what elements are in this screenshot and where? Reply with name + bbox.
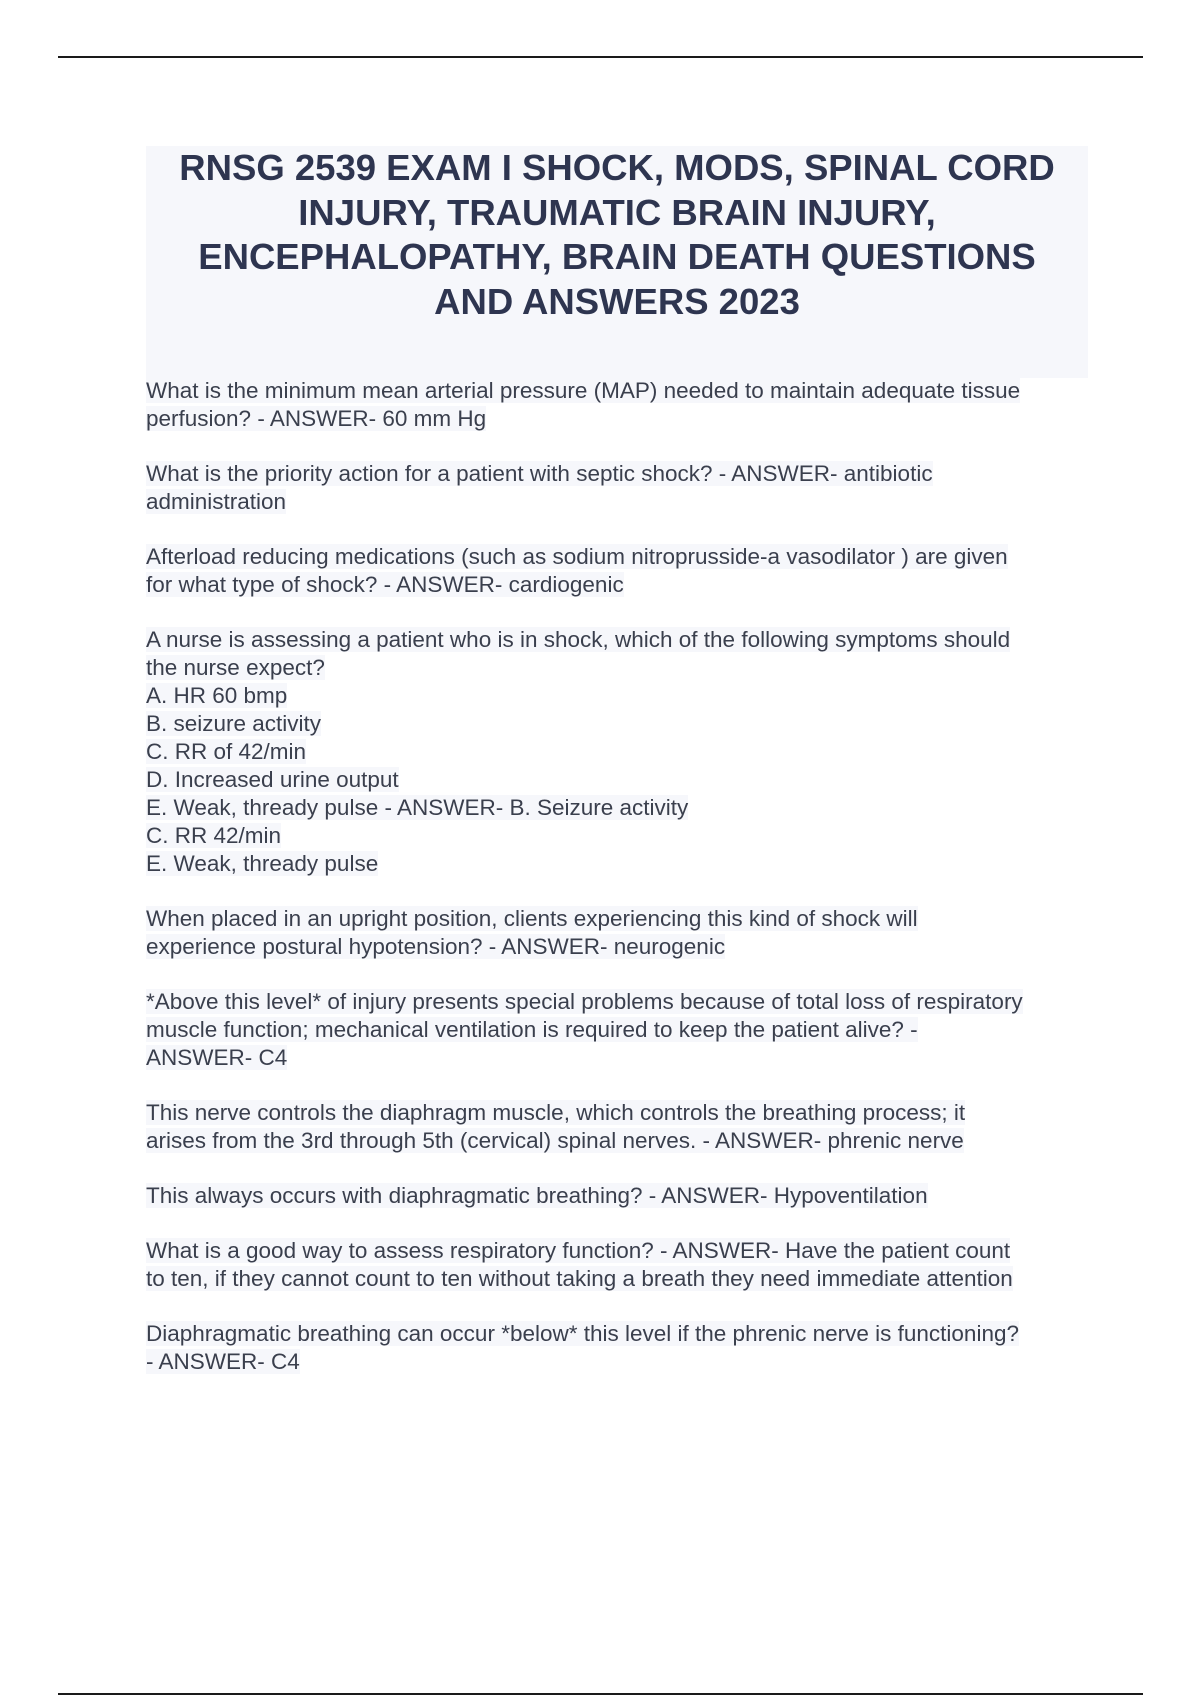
- qa-item: [146, 543, 1096, 599]
- qa-line: arises from the 3rd through 5th (cervical) spinal nerves. - ANSWER- phrenic nerve: [146, 1128, 964, 1153]
- qa-item: [146, 1182, 1096, 1210]
- qa-line: C. RR 42/min: [146, 823, 282, 848]
- title-line: INJURY, TRAUMATIC BRAIN INJURY,: [298, 191, 936, 233]
- qa-item: [146, 626, 1096, 878]
- qa-line: What is the priority action for a patient with septic shock? - ANSWER- antibiotic: [146, 461, 933, 486]
- qa-item: [146, 988, 1096, 1072]
- qa-line: Afterload reducing medications (such as sodium nitroprusside-a vasodilator ) are given: [146, 544, 1008, 569]
- qa-line: the nurse expect?: [146, 655, 325, 680]
- qa-line: When placed in an upright position, clients experiencing this kind of shock will: [146, 906, 918, 931]
- qa-line: perfusion? - ANSWER- 60 mm Hg: [146, 406, 487, 431]
- title-line: ENCEPHALOPATHY, BRAIN DEATH QUESTIONS: [198, 236, 1036, 277]
- qa-line: muscle function; mechanical ventilation is required to keep the patient alive? -: [146, 1017, 918, 1042]
- qa-item: [146, 460, 1096, 516]
- qa-line: for what type of shock? - ANSWER- cardiogenic: [146, 572, 624, 597]
- qa-line: What is the minimum mean arterial pressure (MAP) needed to maintain adequate tissue: [146, 378, 1021, 403]
- qa-line: This always occurs with diaphragmatic breathing? - ANSWER- Hypoventilation: [146, 1183, 928, 1208]
- qa-line: D. Increased urine output: [146, 767, 399, 792]
- qa-line: B. seizure activity: [146, 711, 322, 736]
- qa-item: [146, 905, 1096, 961]
- qa-line: experience postural hypotension? - ANSWER- neurogenic: [146, 934, 726, 959]
- qa-item: [146, 1099, 1096, 1155]
- qa-line: to ten, if they cannot count to ten without taking a breath they need immediate attention: [146, 1266, 1013, 1291]
- qa-line: E. Weak, thready pulse - ANSWER- B. Seizure activity: [146, 795, 689, 820]
- qa-item: [146, 1320, 1096, 1376]
- qa-list: [146, 377, 1096, 1403]
- qa-line: administration: [146, 489, 287, 514]
- qa-item: [146, 377, 1096, 433]
- title-block: [146, 146, 1088, 378]
- top-rule: [58, 56, 1143, 58]
- qa-line: What is a good way to assess respiratory function? - ANSWER- Have the patient count: [146, 1238, 1011, 1263]
- qa-line: *Above this level* of injury presents special problems because of total loss of respiratory: [146, 989, 1023, 1014]
- qa-line: This nerve controls the diaphragm muscle, which controls the breathing process; it: [146, 1100, 966, 1125]
- title-line: RNSG 2539 EXAM I SHOCK, MODS, SPINAL CORD: [179, 147, 1055, 188]
- qa-line: A nurse is assessing a patient who is in shock, which of the following symptoms should: [146, 627, 1011, 652]
- qa-line: A. HR 60 bmp: [146, 683, 288, 708]
- qa-line: Diaphragmatic breathing can occur *below* this level if the phrenic nerve is functioning?: [146, 1321, 1019, 1346]
- qa-line: - ANSWER- C4: [146, 1349, 300, 1374]
- qa-line: C. RR of 42/min: [146, 739, 307, 764]
- qa-line: E. Weak, thready pulse: [146, 851, 379, 876]
- document-title: [146, 146, 1088, 324]
- title-line: AND ANSWERS 2023: [434, 280, 800, 322]
- bottom-rule: [58, 1693, 1143, 1695]
- qa-item: [146, 1237, 1096, 1293]
- qa-line: ANSWER- C4: [146, 1045, 288, 1070]
